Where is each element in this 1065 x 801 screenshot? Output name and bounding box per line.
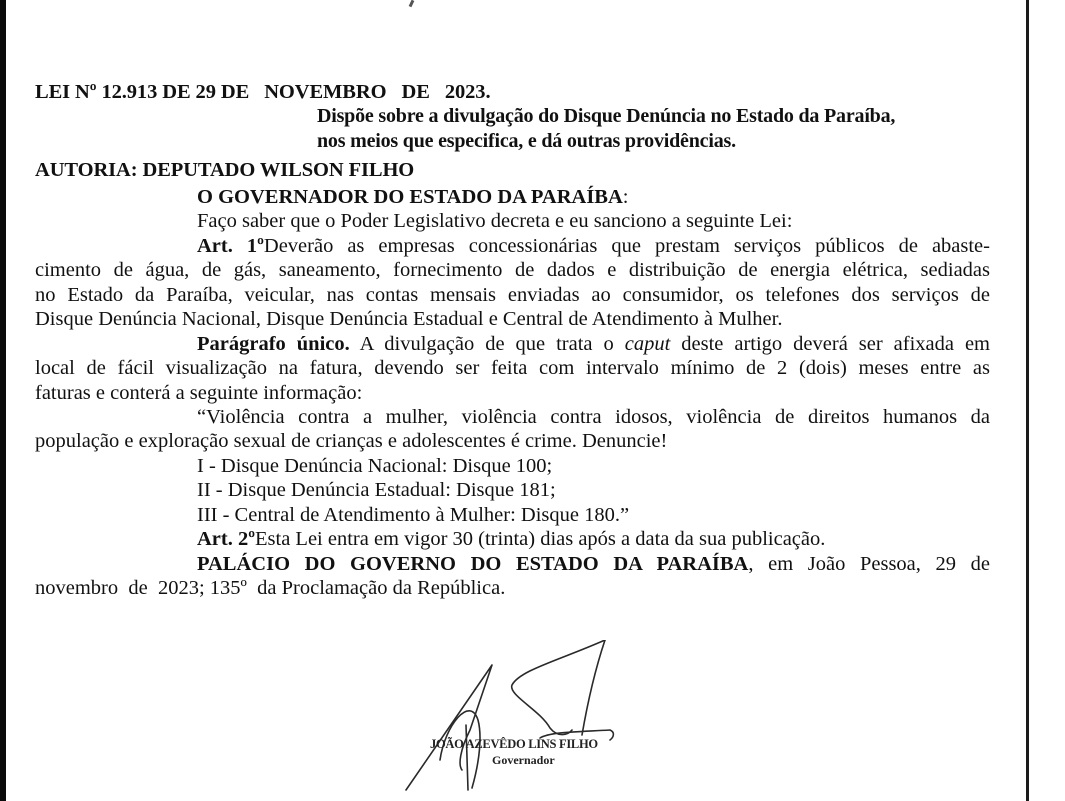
closing-line-2: novembro de 2023; 135º da Proclamação da República. <box>35 577 506 599</box>
item-3: III - Central de Atendimento à Mulher: Disque 180.” <box>197 503 630 526</box>
signatory-role: Governador <box>492 753 555 767</box>
closing-rest: , em João Pessoa, 29 de <box>748 552 991 575</box>
ementa-line-1: Dispõe sobre a divulgação do Disque Denúncia no Estado da Paraíba, <box>317 105 896 127</box>
quote-line-1: “Violência contra a mulher, violência contra idosos, violência de direitos humanos da <box>197 405 990 428</box>
law-authorship: AUTORIA: DEPUTADO WILSON FILHO <box>35 159 415 181</box>
scan-left-border <box>0 0 6 801</box>
item-1: I - Disque Denúncia Nacional: Disque 100; <box>197 454 553 477</box>
art1-label: Art. 1º <box>197 234 264 257</box>
signature-block <box>400 640 640 800</box>
paragrafo-text-b: deste artigo deverá ser afixada em <box>670 332 991 355</box>
governor-heading: O GOVERNADOR DO ESTADO DA PARAÍBA <box>197 186 623 208</box>
item-2: II - Disque Denúncia Estadual: Disque 181; <box>197 479 556 502</box>
page-right-rule <box>1026 0 1029 801</box>
signature-stroke-5 <box>582 640 605 735</box>
art1-line-4: Disque Denúncia Nacional, Disque Denúncia Estadual e Central de Atendimento à Mulher. <box>35 308 783 331</box>
signatory-name: JOÃO AZEVÊDO LINS FILHO <box>430 737 598 751</box>
paragrafo-line-1 <box>35 332 990 356</box>
art1-line-3: no Estado da Paraíba, veicular, nas contas mensais enviadas ao consumidor, os telefones dos serviços de <box>35 283 990 306</box>
paragrafo-line-3: faturas e conterá a seguinte informação: <box>35 381 363 404</box>
closing-place: PALÁCIO DO GOVERNO DO ESTADO DA PARAÍBA <box>197 552 749 575</box>
ementa-line-2: nos meios que especifica, e dá outras providências. <box>317 130 736 152</box>
caput-term: caput <box>624 332 671 355</box>
preamble: Faço saber que o Poder Legislativo decreta e eu sanciono a seguinte Lei: <box>197 210 793 233</box>
governor-heading-line <box>35 185 990 209</box>
closing-line-1 <box>35 552 990 576</box>
handwritten-signature-icon <box>400 640 640 800</box>
governor-heading-colon: : <box>622 186 629 208</box>
paragrafo-line-2: local de fácil visualização na fatura, devendo ser feita com intervalo mínimo de 2 (dois) meses entre as <box>35 357 990 380</box>
art1-line-2: cimento de água, de gás, saneamento, fornecimento de dados e distribuição de energia elétrica, sediadas <box>35 259 990 282</box>
law-body <box>35 185 990 600</box>
art2-text: Esta Lei entra em vigor 30 (trinta) dias após a data da sua publicação. <box>255 528 826 551</box>
scan-top-mark <box>409 0 415 7</box>
paragrafo-text-a: A divulgação de que trata o <box>349 332 625 355</box>
law-ementa <box>317 104 997 154</box>
law-number: LEI Nº 12.913 DE 29 DE NOVEMBRO DE 2023. <box>35 81 491 103</box>
art1-text-1: Deverão as empresas concessionárias que prestam serviços públicos de abaste- <box>263 234 990 257</box>
art1-line-1 <box>35 234 990 258</box>
art2-line <box>35 527 990 551</box>
quote-line-2: população e exploração sexual de crianças e adolescentes é crime. Denuncie! <box>35 430 668 453</box>
art2-label: Art. 2º <box>197 528 255 551</box>
paragrafo-label: Parágrafo único. <box>197 332 350 355</box>
